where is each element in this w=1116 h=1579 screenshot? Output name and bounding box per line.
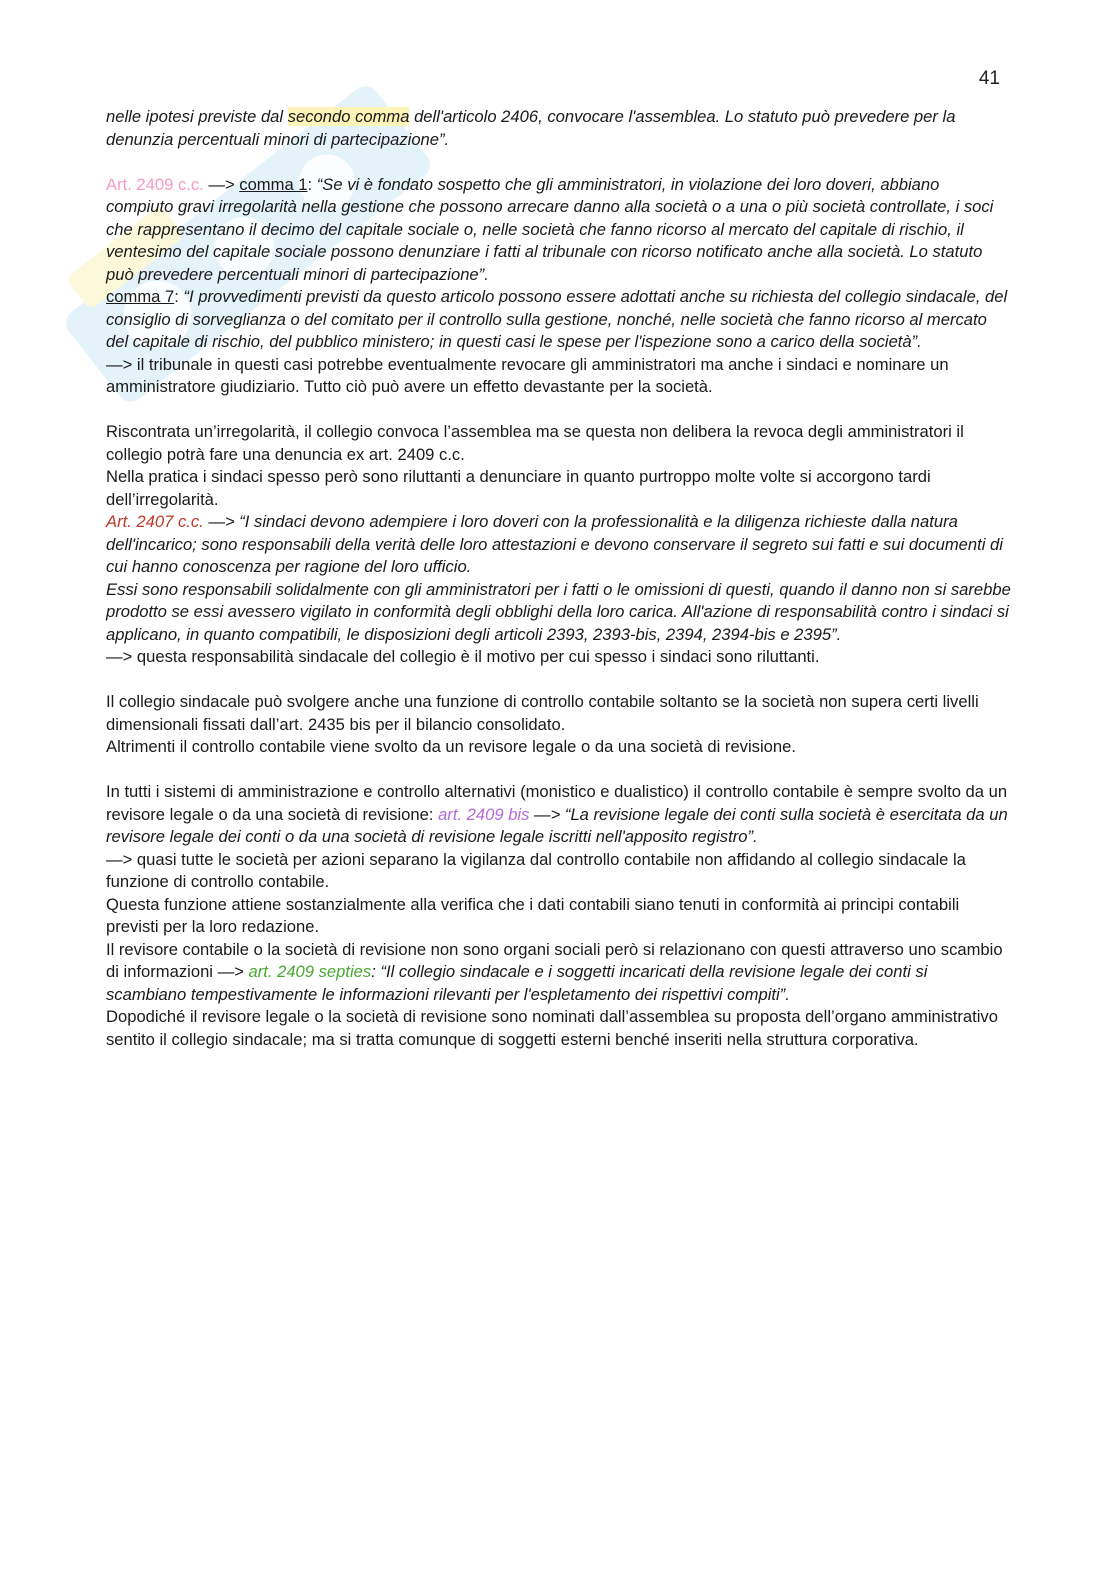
paragraph-art-2409-bis: In tutti i sistemi di amministrazione e controllo alternativi (monistico e dualistico) il controllo contabile è sempre svolto da un revisore legale o da una società di revisione: art. 2409 bis —> “La revisione legale dei conti sulla società è esercitata da un revisore legale dei conti o da una società di revisione legale iscritti nell'apposito registro”. — [106, 782, 1008, 846]
document-body — [106, 106, 1011, 1051]
article-reference: Art. 2409 c.c. — [106, 174, 204, 194]
paragraph-comma-7: comma 7: “I provvedimenti previsti da questo articolo possono essere adottati anche su richiesta del collegio sindacale, del consiglio di sorveglianza o del comitato per il controllo sulla gestione, nonché, nelle società che fanno ricorso al mercato del capitale di rischio, del pubblico ministero; in questi casi le spese per l'ispezione sono a carico della società”. — [106, 287, 1008, 351]
paragraph: nelle ipotesi previste dal secondo comma dell'articolo 2406, convocare l'assemblea. Lo statuto può prevedere per la denunzia percentuali minori di partecipazione”. — [106, 107, 956, 149]
highlight: secondo comma — [287, 107, 410, 126]
quote: “Il collegio sindacale e i soggetti incaricati della revisione legale dei conti si scambiano tempestivamente le informazioni rilevanti per l'espletamento dei rispettivi compiti”. — [106, 962, 928, 1004]
quote: “I provvedimenti previsti da questo articolo possono essere adottati anche su richiesta del collegio sindacale, del consiglio di sorveglianza o del comitato per il controllo sulla gestione, nonché, nelle società che fanno ricorso al mercato del capitale di rischio, del pubblico ministero; in questi casi le spese per l'ispezione sono a carico della società”. — [106, 287, 1008, 351]
page-number: 41 — [978, 68, 1000, 89]
paragraph: Nella pratica i sindaci spesso però sono riluttanti a denunciare in quanto purtroppo molte volte si accorgono tardi dell’irregolarità. — [106, 467, 931, 509]
quote: “I sindaci devono adempiere i loro doveri con la professionalità e la diligenza richieste dalla natura dell'incarico; sono responsabili della verità delle loro attestazioni e devono conservare il segreto sui fatti e sui documenti di cui hanno conoscenza per ragione del loro ufficio. — [106, 512, 1003, 576]
quote: “La revisione legale dei conti sulla società è esercitata da un revisore legale dei conti o da una società di revisione legale iscritti nell'apposito registro”. — [106, 804, 1008, 846]
paragraph: Questa funzione attiene sostanzialmente alla verifica che i dati contabili siano tenuti in conformità ai principi contabili previsti per la loro redazione. — [106, 894, 960, 936]
paragraph: —> il tribunale in questi casi potrebbe eventualmente revocare gli amministratori ma anche i sindaci e nominare un amministratore giudiziario. Tutto ciò può avere un effetto devastante per la società. — [106, 354, 949, 396]
paragraph: Riscontrata un’irregolarità, il collegio convoca l’assemblea ma se questa non delibera la revoca degli amministratori il collegio potrà fare una denuncia ex art. 2409 c.c. — [106, 422, 964, 464]
article-reference: art. 2409 bis — [438, 804, 530, 824]
paragraph: Essi sono responsabili solidalmente con gli amministratori per i fatti o le omissioni di questi, quando il danno non si sarebbe prodotto se essi avessero vigilato in conformità degli obblighi della loro carica. All'azione di responsabilità contro i sindaci si applicano, in quanto compatibili, le disposizioni degli articoli 2393, 2393-bis, 2394, 2394-bis e 2395”. — [106, 579, 1011, 644]
paragraph: —> questa responsabilità sindacale del collegio è il motivo per cui spesso i sindaci sono riluttanti. — [106, 647, 820, 666]
quote: “Se vi è fondato sospetto che gli amministratori, in violazione dei loro doveri, abbiano compiuto gravi irregolarità nella gestione che possono arrecare danno alla società o a una o più società controllate, i soci che rappresentano il decimo del capitale sociale o, nelle società che fanno ricorso al mercato del capitale di rischio, il ventesimo del capitale sociale possono denunziare i fatti al tribunale con ricorso notificato anche alla società. Lo statuto può prevedere percentuali minori di partecipazione”. — [106, 174, 994, 284]
paragraph: —> quasi tutte le società per azioni separano la vigilanza dal controllo contabile non affidando al collegio sindacale la funzione di controllo contabile. — [106, 849, 966, 891]
paragraph: Il collegio sindacale può svolgere anche una funzione di controllo contabile soltanto se la società non supera certi livelli dimensionali fissati dall’art. 2435 bis per il bilancio consolidato. — [106, 692, 979, 734]
paragraph-art-2409-septies: Il revisore contabile o la società di revisione non sono organi sociali però si relazionano con questi attraverso uno scambio di informazioni —> art. 2409 septies: “Il collegio sindacale e i soggetti incaricati della revisione legale dei conti si scambiano tempestivamente le informazioni rilevanti per l'espletamento dei rispettivi compiti”. — [106, 939, 1003, 1004]
paragraph-art-2407: Art. 2407 c.c. —> “I sindaci devono adempiere i loro doveri con la professionalità e la diligenza richieste dalla natura dell'incarico; sono responsabili della verità delle loro attestazioni e devono conservare il segreto sui fatti e sui documenti di cui hanno conoscenza per ragione del loro ufficio. — [106, 512, 1003, 576]
paragraph: Dopodiché il revisore legale o la società di revisione sono nominati dall’assemblea su proposta dell’organo amministrativo sentito il collegio sindacale; ma si tratta comunque di soggetti esterni benché inseriti nella struttura corporativa. — [106, 1007, 998, 1049]
paragraph: Altrimenti il controllo contabile viene svolto da un revisore legale o da una società di revisione. — [106, 737, 796, 756]
article-reference: art. 2409 septies — [248, 962, 372, 981]
comma-reference: comma 7 — [106, 287, 175, 306]
comma-reference: comma 1 — [239, 174, 308, 194]
paragraph-art-2409: Art. 2409 c.c. —> comma 1: “Se vi è fondato sospetto che gli amministratori, in violazione dei loro doveri, abbiano compiuto gravi irregolarità nella gestione che possono arrecare danno alla società o a una o più società controllate, i soci che rappresentano il decimo del capitale sociale o, nelle società che fanno ricorso al mercato del capitale di rischio, il ventesimo del capitale sociale possono denunziare i fatti al tribunale con ricorso notificato anche alla società. Lo statuto può prevedere percentuali minori di partecipazione”. — [106, 174, 994, 284]
article-reference: Art. 2407 c.c. — [106, 512, 204, 531]
